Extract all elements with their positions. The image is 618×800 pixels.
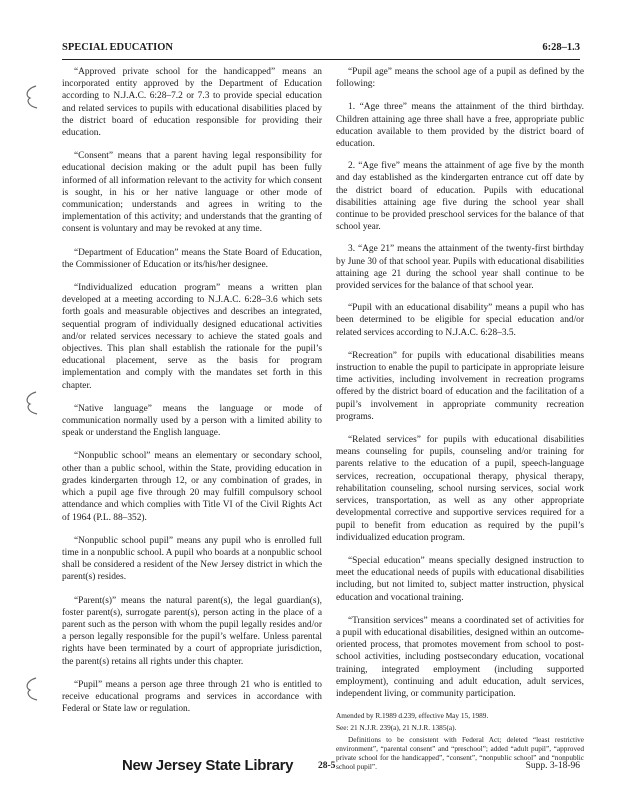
left-column	[62, 66, 322, 726]
history-definitions-note: Definitions to be consistent with Federal Act; deleted “least restrictive environment”, “parental consent” and “preschool”; added “adult pupil”, “approved private school for the handicapped”, “consent”, “nonpublic school” and “nonpublic school pupil”.	[336, 735, 584, 772]
punch-hole-mark	[22, 676, 40, 702]
definition-related-services: “Related services” for pupils with educational disabilities means counseling for pupils, counseling and/or training for parents relative to the education of a pupil, speech-language services, recreation, occupational therapy, physical therapy, rehabilitation counseling, school nursing services, social work services, transportation, as well as any other appropriate developmental corrective and supportive services required for a pupil to benefit from education as required by the pupil’s individualized education program.	[336, 435, 584, 543]
definition-pupil: “Pupil” means a person age three through 21 who is entitled to receive educational programs and services in accordance with Federal or State law or regulation.	[62, 679, 322, 715]
definition-approved-private-school: “Approved private school for the handicapped” means an incorporated entity approved by the Department of Education according to N.J.A.C. 6:28–7.2 or 7.3 to provide special education and related services to pupils with educational disabilities placed by the district board of education responsible for providing their education.	[62, 67, 322, 139]
punch-hole-mark	[22, 390, 40, 416]
supplement-date: Supp. 3-18-96	[525, 761, 580, 771]
right-column	[336, 66, 584, 774]
library-stamp: New Jersey State Library	[122, 757, 294, 774]
definition-native-language: “Native language” means the language or mode of communication normally used by a person with a limited ability to speak or understand the English language.	[62, 403, 322, 439]
history-amended: Amended by R.1989 d.239, effective May 15, 1989.	[336, 711, 489, 721]
definition-special-education: “Special education” means specially designed instruction to meet the educational needs of pupils with educational disabilities including, but not limited to, subject matter instruction, physical education and vocational training.	[336, 555, 584, 603]
definition-nonpublic-school-pupil: “Nonpublic school pupil” means any pupil who is enrolled full time in a nonpublic school. A pupil who boards at a nonpublic school shall be considered a resident of the New Jersey district in which the parent(s) resides.	[62, 535, 322, 583]
header-title: SPECIAL EDUCATION	[62, 42, 173, 53]
punch-hole-mark	[22, 84, 40, 110]
definition-pupil-with-disability: “Pupil with an educational disability” means a pupil who has been determined to be eligible for special education and/or related services according to N.J.A.C. 6:28–3.5.	[336, 303, 584, 338]
definition-iep: “Individualized education program” means a written plan developed at a meeting according to N.J.A.C. 6:28–3.6 which sets forth goals and measurable objectives and describes an integrated, sequential program of individually designed educational activities and/or related services necessary to achieve the stated goals and objectives. This plan shall establish the rationale for the pupil’s educational placement, serve as the basis for program implementation and comply with the mandates set forth in this chapter.	[62, 283, 322, 391]
pupil-age-item-three: 1. “Age three” means the attainment of the third birthday. Children attaining age three shall have a free, appropriate public education available to them provided by the district board of education.	[336, 102, 584, 150]
definition-parent: “Parent(s)” means the natural parent(s), the legal guardian(s), foster parent(s), surrogate parent(s), person acting in the place of a parent such as the person with whom the pupil legally resides and/or a person legally responsible for the pupil’s welfare. Unless parental rights have been terminated by a court of appropriate jurisdiction, the parent(s) retains all rights under this chapter.	[62, 595, 322, 667]
definition-nonpublic-school: “Nonpublic school” means an elementary or secondary school, other than a public school, within the State, providing education in grades kindergarten through 12, or any combination of grades, in which a pupil age five through 20 may fulfill compulsory school attendance and which complies with Title VI of the Civil Rights Act of 1964 (P.L. 88–352).	[62, 451, 322, 523]
history-see: See: 21 N.J.R. 239(a), 21 N.J.R. 1385(a).	[336, 723, 457, 733]
definition-department-of-education: “Department of Education” means the State Board of Education, the Commissioner of Education or its/his/her designee.	[62, 247, 322, 270]
header-section-number: 6:28–1.3	[542, 42, 580, 53]
definition-consent: “Consent” means that a parent having legal responsibility for educational decision making or the adult pupil has been fully informed of all information relevant to the activity for which consent is sought, in his or her native language or other mode of communication; understands and agrees in writing to the implementation of this activity; and understands that the granting of consent is voluntary and may be revoked at any time.	[62, 151, 322, 235]
pupil-age-item-21: 3. “Age 21” means the attainment of the twenty-first birthday by June 30 of that school year. Pupils with educational disabilities attaining age 21 during the school year shall continue to be provided services for the balance of that school year.	[336, 244, 584, 292]
pupil-age-item-five: 2. “Age five” means the attainment of age five by the month and day established as the kindergarten entrance cut off date by the district board of education. Pupils with educational disabilities attaining age five during the school year shall continue to be provided preschool services for the balance of that school year.	[336, 161, 584, 233]
page-header	[62, 40, 580, 60]
page-number: 28-5	[318, 761, 336, 771]
definition-transition-services: “Transition services” means a coordinated set of activities for a pupil with educational disabilities, designed within an outcome-oriented process, that promotes movement from school to post-school activities, including postsecondary education, vocational training, integrated employment (including supported employment), continuing and adult education, adult services, independent living, or community participation.	[336, 615, 584, 699]
definition-recreation: “Recreation” for pupils with educational disabilities means instruction to enable the pupil to participate in appropriate leisure time activities, including involvement in recreation programs offered by the district board of education and the facilitation of a pupil’s involvement in appropriate community recreation programs.	[336, 350, 584, 422]
definition-pupil-age: “Pupil age” means the school age of a pupil as defined by the following:	[336, 67, 584, 90]
